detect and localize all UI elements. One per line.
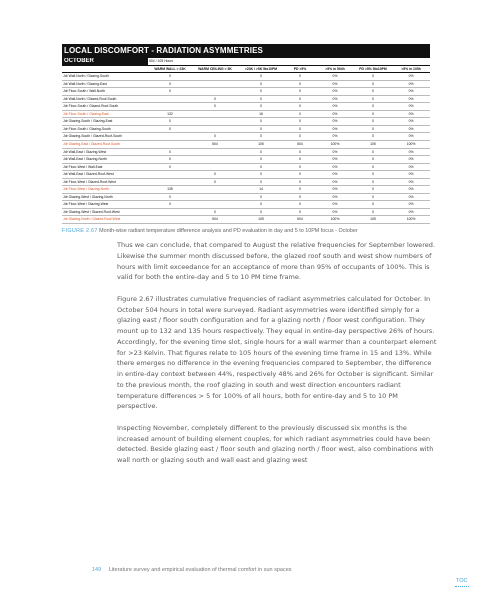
table-cell: 135 — [148, 186, 192, 194]
table-cell: 0 — [284, 80, 316, 88]
table-cell — [148, 171, 192, 179]
table-cell: 0 — [238, 80, 284, 88]
table-cell: 0% — [392, 80, 430, 88]
table-cell: 0 — [148, 80, 192, 88]
table-cell: 0% — [392, 208, 430, 216]
table-cell: 0 — [354, 148, 392, 156]
column-header: >23K / >5K 5to10PM — [238, 65, 284, 73]
table-cell: 100% — [392, 216, 430, 224]
table-cell: 0 — [238, 201, 284, 209]
table-cell: 0% — [392, 148, 430, 156]
paragraph: Thus we can conclude, that compared to August the relative frequencies for September lowered. Likewise the summer month discussed before, the glazed roof south and west show numbers of hours with limit exceedance for an acceptance of more than 95% of occupants of 100%. This is valid for both the entire-day and 5 to 10 PM time frame. — [117, 241, 436, 282]
table-cell: 0 — [284, 125, 316, 133]
table-cell: 0% — [316, 208, 354, 216]
table-row — [62, 125, 430, 133]
toc-underline — [455, 586, 469, 587]
table-cell: 0 — [238, 193, 284, 201]
table-cell: 0 — [354, 110, 392, 118]
table-cell: 0% — [316, 110, 354, 118]
table-cell: 0 — [354, 103, 392, 111]
table-cell: 100% — [392, 141, 430, 149]
table-row — [62, 141, 430, 149]
table-cell: 0% — [392, 186, 430, 194]
table-cell: 0% — [392, 163, 430, 171]
table-cell: 504 — [284, 216, 316, 224]
table-cell: 0 — [192, 95, 238, 103]
table-row — [62, 171, 430, 179]
running-title: Literature survey and empirical evaluation of thermal comfort in sun spaces — [108, 567, 292, 573]
table-cell — [192, 186, 238, 194]
table-cell: 0 — [284, 133, 316, 141]
table-cell: 0% — [392, 156, 430, 164]
table-cell: 0 — [238, 95, 284, 103]
table-cell: 504 — [284, 141, 316, 149]
row-label: Jdr Wall-North / Glazing-South — [62, 73, 148, 81]
toc-link[interactable]: TOC — [456, 578, 468, 584]
table-cell: 105 — [354, 216, 392, 224]
table-cell: 0% — [316, 73, 354, 81]
month-row — [62, 58, 430, 65]
table-cell: 105 — [238, 216, 284, 224]
row-label: Jdr Wall-East / Glazing-North — [62, 156, 148, 164]
table-cell: 0 — [148, 118, 192, 126]
table-cell: 0% — [392, 110, 430, 118]
table-cell — [192, 73, 238, 81]
table-row — [62, 88, 430, 96]
row-label: Jdr Floor-West / Glazing-North — [62, 186, 148, 194]
table-row — [62, 110, 430, 118]
table-cell: 0 — [238, 88, 284, 96]
table-title: LOCAL DISCOMFORT - RADIATION ASYMMETRIES — [62, 44, 430, 58]
hours-label: 504 / 105 Hours — [148, 58, 430, 65]
table-cell: 0 — [238, 133, 284, 141]
table-cell — [192, 148, 238, 156]
row-label: Jdr Wall-North / Glazed-Roof-South — [62, 95, 148, 103]
table-cell: 0% — [392, 88, 430, 96]
table-cell: 0 — [148, 156, 192, 164]
table-row — [62, 95, 430, 103]
table-cell: 0 — [284, 148, 316, 156]
table-cell: 0% — [392, 118, 430, 126]
table-cell: 132 — [148, 110, 192, 118]
paragraph: Figure 2.67 illustrates cumulative frequencies of radiant asymmetries calculated for October. In October 504 hours in total were surveyed. Radiant asymmetries were identified simply for a glazing east / floor south configuration and for a glazing north / floor west configuration. They mount up to 132 and 135 hours respectively. They equal in entire-day perspective 26% of hours. Accordingly, for the evening time slot, single hours for a wall warmer than a counterpart element for >23 Kelvin. That figures relate to 105 hours of the evening time frame in 15 and 13%. While there emerges no difference in the evening frequencies compared to September, the difference in entire-day context between 44%, respectively 48% and 26% for October is significant. Similar to the previous month, the roof glazing in south and west direction encounters radiant temperature differences > 5 for 100% of all hours, both for entire-day and 5 to 10 PM perspective. — [117, 294, 437, 411]
table-cell: 0 — [148, 163, 192, 171]
table-cell: 0% — [316, 88, 354, 96]
table-row — [62, 73, 430, 81]
table-cell — [192, 163, 238, 171]
table-row — [62, 163, 430, 171]
table-cell: 0% — [316, 193, 354, 201]
table-cell: 0 — [192, 171, 238, 179]
table-cell: 0 — [284, 118, 316, 126]
table-cell — [192, 201, 238, 209]
table-cell: 0% — [392, 73, 430, 81]
row-label: Jdr Glazing-North / Glazed-Roof-West — [62, 216, 148, 224]
table-cell — [192, 80, 238, 88]
table-row — [62, 186, 430, 194]
table-cell: 0% — [316, 156, 354, 164]
table-cell: 0 — [284, 95, 316, 103]
header-blank-cell — [62, 65, 148, 73]
table-cell: 0% — [392, 193, 430, 201]
column-header: >5% in 504h — [316, 65, 354, 73]
table-row — [62, 201, 430, 209]
table-cell: 105 — [354, 141, 392, 149]
radiation-asymmetry-table — [62, 58, 430, 224]
row-label: Jdr Glazing-South / Glazing-East — [62, 118, 148, 126]
column-header: >5% in 105h — [392, 65, 430, 73]
table-cell: 0 — [354, 193, 392, 201]
table-row — [62, 118, 430, 126]
table-cell: 0 — [192, 133, 238, 141]
paragraph: Inspecting November, completely different to the previously discussed six months is the increased amount of building element couples, for which radiant asymmetries could have been detected. Beside glazing east / floor south and glazing north / floor west, also combinations with wall north or glazing south and wall east and glazing west — [117, 423, 434, 464]
table-row — [62, 133, 430, 141]
row-label: Jdr Floor-South / Glazed-Roof-South — [62, 103, 148, 111]
table-row — [62, 156, 430, 164]
table-cell: 0 — [148, 88, 192, 96]
row-label: Jdr Floor-West / Glazed-Roof-West — [62, 178, 148, 186]
table-row — [62, 80, 430, 88]
table-cell: 0 — [284, 103, 316, 111]
table-cell: 105 — [238, 141, 284, 149]
table-cell: 0 — [238, 178, 284, 186]
row-label: Jdr Floor-West / Glazing-West — [62, 201, 148, 209]
table-cell: 0 — [238, 103, 284, 111]
table-cell: 0 — [148, 148, 192, 156]
table-cell — [192, 193, 238, 201]
table-row — [62, 178, 430, 186]
table-cell: 0 — [354, 88, 392, 96]
table-cell: 0 — [238, 125, 284, 133]
row-label: Jdr Glazing-West / Glazed-Roof-West — [62, 208, 148, 216]
row-label: Jdr Wall-East / Glazing-West — [62, 148, 148, 156]
table-cell: 0% — [392, 201, 430, 209]
row-label: Jdr Floor-South / Glazing-South — [62, 125, 148, 133]
table-cell: 0% — [316, 148, 354, 156]
table-cell: 0 — [354, 133, 392, 141]
table-cell: 0% — [316, 80, 354, 88]
table-cell: 0% — [316, 178, 354, 186]
table-cell — [148, 133, 192, 141]
table-cell — [148, 178, 192, 186]
table-row — [62, 103, 430, 111]
column-header: WARM CEILING > 5K — [192, 65, 238, 73]
figure-number: FIGURE 2.67 — [62, 228, 98, 234]
table-cell: 0 — [284, 73, 316, 81]
table-row — [62, 208, 430, 216]
table-cell: 504 — [192, 141, 238, 149]
table-cell: 0 — [238, 118, 284, 126]
table-cell: 0% — [392, 133, 430, 141]
table-cell: 0 — [238, 156, 284, 164]
row-label: Jdr Floor-South / Glazing-East — [62, 110, 148, 118]
table-cell: 0 — [192, 103, 238, 111]
table-cell: 0 — [148, 73, 192, 81]
body-text — [117, 240, 439, 477]
row-label: Jdr Floor-South / Wall-North — [62, 88, 148, 96]
table-cell: 100% — [316, 216, 354, 224]
table-cell: 0 — [192, 178, 238, 186]
table-cell: 0 — [284, 186, 316, 194]
table-cell: 0 — [354, 163, 392, 171]
table-cell: 0% — [316, 171, 354, 179]
table-cell: 0 — [354, 186, 392, 194]
page-number: 149 — [92, 567, 102, 573]
table-cell: 0% — [316, 118, 354, 126]
table-row — [62, 193, 430, 201]
table-cell: 0 — [354, 178, 392, 186]
table-cell — [192, 88, 238, 96]
table-cell — [192, 125, 238, 133]
table-cell: 0 — [284, 163, 316, 171]
table-cell: 0% — [392, 125, 430, 133]
table-cell: 0 — [284, 193, 316, 201]
table-cell — [148, 103, 192, 111]
table-header-row — [62, 65, 430, 73]
table-cell: 0 — [354, 171, 392, 179]
table-cell: 0 — [192, 208, 238, 216]
table-cell: 0% — [316, 133, 354, 141]
row-label: Jdr Glazing-South / Glazed-Roof-South — [62, 133, 148, 141]
table-cell: 0% — [316, 125, 354, 133]
table-cell: 0 — [354, 80, 392, 88]
table-cell: 0 — [354, 156, 392, 164]
month-label: OCTOBER — [62, 58, 148, 65]
table-cell: 0 — [238, 163, 284, 171]
column-header: WARM WALL > 23K — [148, 65, 192, 73]
table-cell: 0% — [316, 201, 354, 209]
row-label: Jdr Wall-North / Glazing-East — [62, 80, 148, 88]
table-cell: 0% — [316, 163, 354, 171]
table-cell: 0 — [354, 125, 392, 133]
table-cell: 0 — [284, 178, 316, 186]
table-cell — [192, 156, 238, 164]
table-cell: 0 — [238, 208, 284, 216]
table-cell: 0 — [284, 208, 316, 216]
table-cell: 0 — [354, 208, 392, 216]
table-cell: 0% — [316, 95, 354, 103]
table-cell: 0 — [354, 118, 392, 126]
table-cell: 0% — [392, 103, 430, 111]
table-row — [62, 216, 430, 224]
table-row — [62, 148, 430, 156]
column-header: PD >5% — [284, 65, 316, 73]
table-cell: 0 — [284, 171, 316, 179]
page-footer — [92, 567, 292, 573]
table-cell: 0 — [148, 193, 192, 201]
table-cell: 0 — [354, 201, 392, 209]
table-cell — [148, 208, 192, 216]
column-header: PD >5% 5to10PM — [354, 65, 392, 73]
table-cell: 0 — [284, 156, 316, 164]
row-label: Jdr Wall-East / Glazed-Roof-West — [62, 171, 148, 179]
table-cell: 0% — [316, 186, 354, 194]
table-cell: 0 — [354, 73, 392, 81]
row-label: Jdr Floor-West / Wall-East — [62, 163, 148, 171]
row-label: Jdr Glazing-East / Glazed-Roof-South — [62, 141, 148, 149]
table-cell: 0 — [284, 88, 316, 96]
table-cell: 0 — [238, 171, 284, 179]
table-cell — [192, 118, 238, 126]
table-cell: 100% — [316, 141, 354, 149]
table-cell: 504 — [192, 216, 238, 224]
table-cell — [148, 141, 192, 149]
table-cell: 0 — [238, 73, 284, 81]
table-cell: 14 — [238, 186, 284, 194]
table-cell — [148, 95, 192, 103]
figure-caption — [62, 228, 442, 234]
table-cell: 0 — [148, 201, 192, 209]
table-cell: 0 — [284, 110, 316, 118]
table-cell: 0 — [238, 148, 284, 156]
table-cell: 0% — [316, 103, 354, 111]
table-cell — [192, 110, 238, 118]
table-cell: 0 — [284, 201, 316, 209]
table-cell: 0 — [148, 125, 192, 133]
table-cell: 0% — [392, 95, 430, 103]
table-cell — [148, 216, 192, 224]
table-cell: 0 — [354, 95, 392, 103]
table-cell: 16 — [238, 110, 284, 118]
discomfort-table-block — [62, 44, 430, 224]
table-cell: 0% — [392, 171, 430, 179]
row-label: Jdr Glazing-West / Glazing-North — [62, 193, 148, 201]
figure-caption-text: Month-wise radiant temperature difference analysis and PD evaluation in day and 5 to 10PM focus - October — [99, 228, 358, 234]
table-cell: 0% — [392, 178, 430, 186]
